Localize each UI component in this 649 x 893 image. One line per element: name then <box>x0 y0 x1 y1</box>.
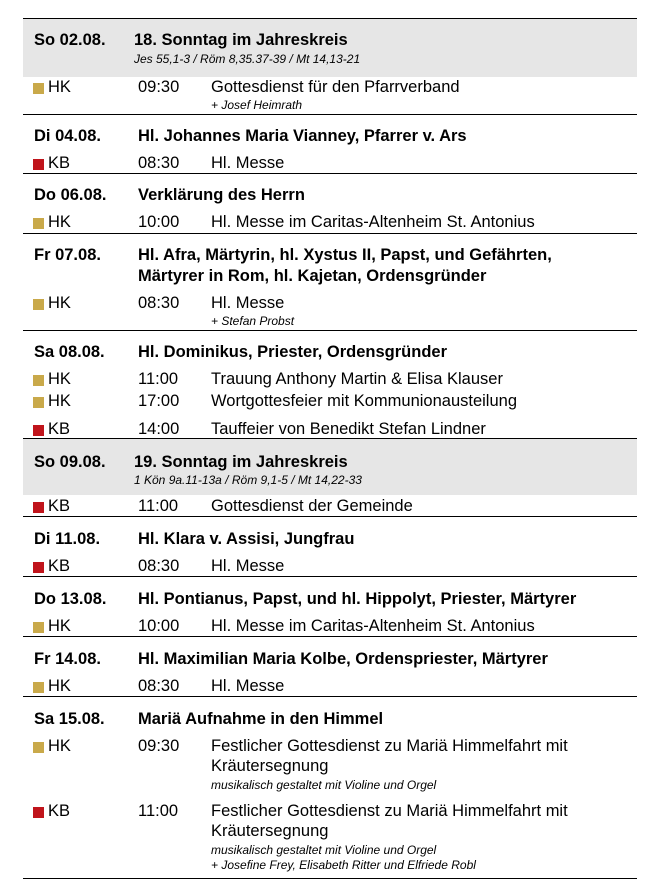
day-date: Sa 08.08. <box>34 343 105 361</box>
day-block <box>23 18 637 114</box>
location-marker-kb <box>33 562 44 573</box>
event-time: 11:00 <box>138 802 179 820</box>
day-date: Sa 15.08. <box>34 710 105 728</box>
event-note: musikalisch gestaltet mit Violine und Orgel <box>211 843 437 857</box>
day-title: Hl. Pontianus, Papst, und hl. Hippolyt, Priester, Märtyrer <box>138 590 577 608</box>
event-description: Hl. Messe im Caritas-Altenheim St. Antonius <box>211 213 535 231</box>
event-location: HK <box>48 213 71 231</box>
day-title: Hl. Dominikus, Priester, Ordensgründer <box>138 343 447 361</box>
event-note: + Stefan Probst <box>211 314 295 328</box>
event-time: 09:30 <box>138 78 180 96</box>
event-description: Gottesdienst der Gemeinde <box>211 497 413 515</box>
day-title: Hl. Afra, Märtyrin, hl. Xystus II, Papst, und Gefährten, <box>138 246 552 264</box>
event-location: HK <box>48 392 71 410</box>
day-date: Di 04.08. <box>34 127 101 145</box>
location-marker-kb <box>33 807 44 818</box>
day-date: Di 11.08. <box>34 530 101 548</box>
event-row <box>23 495 637 517</box>
location-marker-kb <box>33 159 44 170</box>
location-marker-hk <box>33 299 44 310</box>
event-description: Hl. Messe <box>211 557 285 575</box>
location-marker-hk <box>33 83 44 94</box>
event-description: Hl. Messe <box>211 154 285 172</box>
day-date: So 09.08. <box>34 453 106 471</box>
event-time: 08:30 <box>138 154 180 172</box>
day-title: Mariä Aufnahme in den Himmel <box>138 710 384 728</box>
day-date: Do 06.08. <box>34 186 107 204</box>
event-row <box>23 77 637 115</box>
event-time: 08:30 <box>138 557 180 575</box>
day-block <box>23 636 637 696</box>
location-marker-kb <box>33 425 44 436</box>
day-block <box>23 114 637 173</box>
location-marker-hk <box>33 742 44 753</box>
event-location: HK <box>48 677 71 695</box>
event-location: KB <box>48 497 71 515</box>
event-time: 10:00 <box>138 213 180 231</box>
day-block <box>23 516 637 576</box>
day-title: 19. Sonntag im Jahreskreis <box>134 453 348 471</box>
location-marker-hk <box>33 682 44 693</box>
day-readings: 1 Kön 9a.11-13a / Röm 9,1-5 / Mt 14,22-33 <box>134 473 362 487</box>
event-time: 10:00 <box>138 617 180 635</box>
event-description: Festlicher Gottesdienst zu Mariä Himmelfahrt mit Kräutersegnung <box>211 737 568 775</box>
day-readings: Jes 55,1-3 / Röm 8,35.37-39 / Mt 14,13-21 <box>134 52 361 66</box>
day-title: Hl. Maximilian Maria Kolbe, Ordenspriester, Märtyrer <box>138 650 548 668</box>
bottom-rule <box>23 878 637 879</box>
day-date: Do 13.08. <box>34 590 107 608</box>
day-title: 18. Sonntag im Jahreskreis <box>134 31 348 49</box>
day-block <box>23 330 637 438</box>
location-marker-hk <box>33 218 44 229</box>
event-time: 08:30 <box>138 677 180 695</box>
day-block <box>23 173 637 233</box>
event-description: Hl. Messe <box>211 294 285 312</box>
day-title-line-2: Märtyrer in Rom, hl. Kajetan, Ordensgründer <box>138 267 487 285</box>
day-block <box>23 438 637 516</box>
event-description: Wortgottesfeier mit Kommunionausteilung <box>211 392 518 410</box>
event-location: KB <box>48 802 71 820</box>
event-description: Trauung Anthony Martin & Elisa Klauser <box>211 370 503 388</box>
day-block <box>23 233 637 330</box>
day-title: Hl. Klara v. Assisi, Jungfrau <box>138 530 355 548</box>
day-title: Hl. Johannes Maria Vianney, Pfarrer v. Ars <box>138 127 467 145</box>
event-time: 09:30 <box>138 737 180 755</box>
event-description: Festlicher Gottesdienst zu Mariä Himmelfahrt mit Kräutersegnung <box>211 802 568 840</box>
event-time: 11:00 <box>138 497 179 515</box>
day-date: Fr 07.08. <box>34 246 101 264</box>
event-description: Hl. Messe <box>211 677 285 695</box>
day-block <box>23 696 637 878</box>
event-note: + Josefine Frey, Elisabeth Ritter und Elfriede Robl <box>211 858 476 872</box>
event-location: HK <box>48 294 71 312</box>
event-description: Hl. Messe im Caritas-Altenheim St. Antonius <box>211 617 535 635</box>
day-date: So 02.08. <box>34 31 106 49</box>
event-location: HK <box>48 78 71 96</box>
event-location: KB <box>48 557 71 575</box>
event-location: HK <box>48 617 71 635</box>
location-marker-hk <box>33 375 44 386</box>
event-time: 08:30 <box>138 294 180 312</box>
event-time: 11:00 <box>138 370 179 388</box>
event-description: Gottesdienst für den Pfarrverband <box>211 78 460 96</box>
location-marker-kb <box>33 502 44 513</box>
day-title: Verklärung des Herrn <box>138 186 305 204</box>
event-location: HK <box>48 737 71 755</box>
event-location: KB <box>48 420 71 438</box>
event-note: musikalisch gestaltet mit Violine und Orgel <box>211 778 437 792</box>
event-location: KB <box>48 154 71 172</box>
location-marker-hk <box>33 622 44 633</box>
event-time: 14:00 <box>138 420 180 438</box>
day-block <box>23 576 637 636</box>
location-marker-hk <box>33 397 44 408</box>
event-time: 17:00 <box>138 392 180 410</box>
event-note: + Josef Heimrath <box>211 98 303 112</box>
event-location: HK <box>48 370 71 388</box>
event-description: Tauffeier von Benedikt Stefan Lindner <box>211 420 486 438</box>
day-date: Fr 14.08. <box>34 650 101 668</box>
